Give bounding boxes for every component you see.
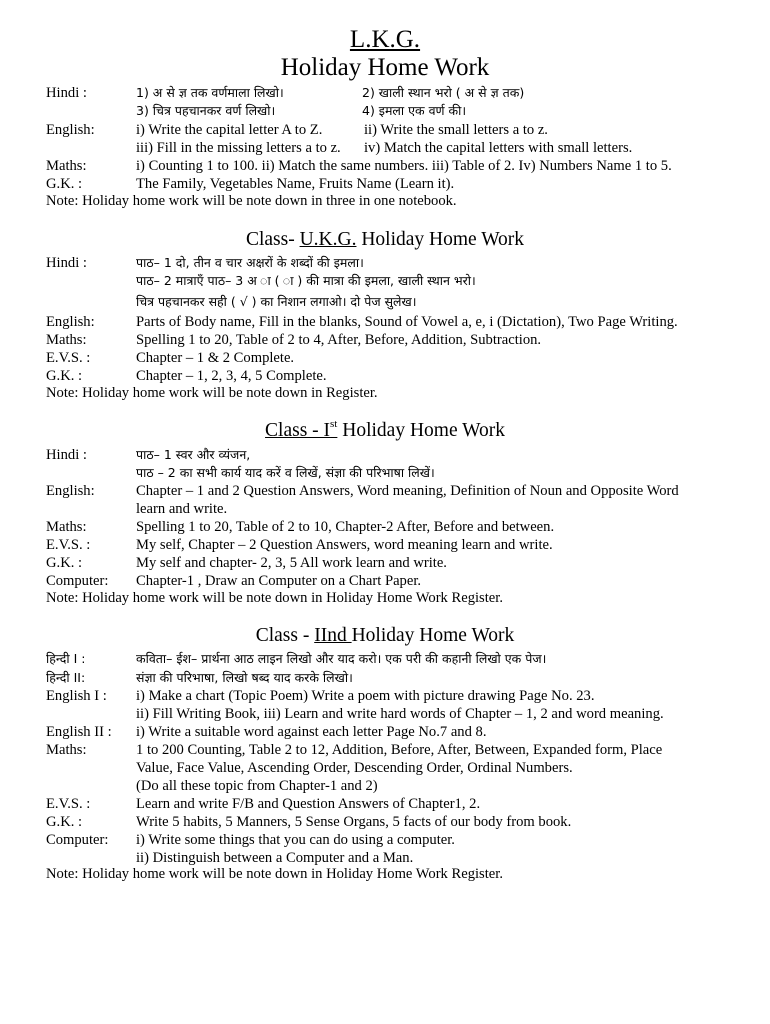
subject-label: हिन्दी II: [46, 670, 86, 685]
title-suffix: Holiday Home Work [351, 625, 515, 646]
subject-text: Parts of Body name, Fill in the blanks, Sound of Vowel a, e, i (Dictation), Two Page Writing. [136, 314, 678, 330]
subject-label: Hindi : [46, 255, 87, 271]
subject-label: G.K. : [46, 368, 83, 384]
title-superscript: st [330, 418, 338, 430]
hindi-item: पाठ– 1 दो, तीन व चार अक्षरों के शब्दों की इमला। [136, 255, 364, 270]
subject-label: E.V.S. : [46, 350, 91, 366]
hindi-item: चित्र पहचानकर सही ( √ ) का निशान लगाओ। दो पेज सुलेख। [136, 294, 417, 309]
subject-text: Spelling 1 to 20, Table of 2 to 10, Chapter-2 After, Before and between. [136, 519, 555, 535]
english-item: ii) Write the small letters a to z. [364, 122, 548, 138]
subject-text: i) Counting 1 to 100. ii) Match the same numbers. iii) Table of 2. Iv) Numbers Name 1 to 5. [136, 158, 672, 174]
ukg-title [0, 229, 770, 251]
subject-text: Chapter – 1 and 2 Question Answers, Word meaning, Definition of Noun and Opposite Word [136, 483, 679, 499]
title-suffix: Holiday Home Work [356, 229, 525, 250]
lkg-class-title: L.K.G. [349, 26, 421, 53]
class1-note: Note: Holiday home work will be note down in Holiday Home Work Register. [46, 590, 503, 606]
subject-text: (Do all these topic from Chapter-1 and 2) [136, 778, 378, 794]
ukg-note: Note: Holiday home work will be note down in Register. [46, 385, 378, 401]
subject-text: i) Make a chart (Topic Poem) Write a poem with picture drawing Page No. 23. [136, 688, 595, 704]
subject-label: English II : [46, 724, 112, 740]
class2-note: Note: Holiday home work will be note down in Holiday Home Work Register. [46, 866, 503, 882]
hindi-item: 1) अ से ज्ञ तक वर्णमाला लिखो। [136, 85, 284, 100]
lkg-heading: Holiday Home Work [280, 54, 490, 81]
subject-text: i) Write a suitable word against each letter Page No.7 and 8. [136, 724, 487, 740]
subject-text: ii) Distinguish between a Computer and a Man. [136, 850, 414, 866]
subject-label: Computer: [46, 832, 109, 848]
subject-text: Chapter – 1 & 2 Complete. [136, 350, 295, 366]
subject-text: Chapter-1 , Draw an Computer on a Chart Paper. [136, 573, 422, 589]
subject-label: G.K. : [46, 555, 83, 571]
subject-label: Maths: [46, 332, 87, 348]
subject-label: G.K. : [46, 176, 83, 192]
title-class: U.K.G. [299, 229, 357, 250]
hindi-item: 3) चित्र पहचानकर वर्ण लिखो। [136, 103, 276, 118]
subject-label: E.V.S. : [46, 796, 91, 812]
title-class: IInd [314, 625, 352, 646]
subject-label: E.V.S. : [46, 537, 91, 553]
subject-text: i) Write some things that you can do using a computer. [136, 832, 455, 848]
english-item: i) Write the capital letter A to Z. [136, 122, 323, 138]
title-prefix: Class - I [265, 420, 331, 441]
subject-label: Computer: [46, 573, 109, 589]
subject-label: Maths: [46, 742, 87, 758]
english-item: iv) Match the capital letters with small letters. [364, 140, 633, 156]
subject-text: Spelling 1 to 20, Table of 2 to 4, After, Before, Addition, Subtraction. [136, 332, 542, 348]
subject-text: ii) Fill Writing Book, iii) Learn and write hard words of Chapter – 1, 2 and word meaning. [136, 706, 664, 722]
title-prefix: Class - [255, 625, 315, 646]
subject-label: English: [46, 483, 95, 499]
subject-label: Maths: [46, 158, 87, 174]
subject-label: हिन्दी I : [46, 651, 86, 666]
subject-text: My self and chapter- 2, 3, 5 All work learn and write. [136, 555, 447, 571]
hindi-item: पाठ – 2 का सभी कार्य याद करें व लिखें, संज्ञा की परिभाषा लिखें। [136, 465, 435, 480]
hindi-item: पाठ– 2 मात्राएँ पाठ– 3 अ ा ( ा ) की मात्रा की इमला, खाली स्थान भरो। [136, 273, 476, 288]
title-suffix: Holiday Home Work [337, 420, 505, 441]
subject-text: Chapter – 1, 2, 3, 4, 5 Complete. [136, 368, 327, 384]
hindi-item: 2) खाली स्थान भरो ( अ से ज्ञ तक) [362, 85, 525, 100]
subject-text: 1 to 200 Counting, Table 2 to 12, Addition, Before, After, Between, Expanded form, Place [136, 742, 663, 758]
subject-text: Learn and write F/B and Question Answers of Chapter1, 2. [136, 796, 481, 812]
subject-label: Maths: [46, 519, 87, 535]
subject-text: My self, Chapter – 2 Question Answers, word meaning learn and write. [136, 537, 553, 553]
subject-text: Write 5 habits, 5 Manners, 5 Sense Organs, 5 facts of our body from book. [136, 814, 572, 830]
subject-label: English: [46, 314, 95, 330]
subject-text: The Family, Vegetables Name, Fruits Name (Learn it). [136, 176, 455, 192]
subject-label: Hindi : [46, 85, 87, 101]
subject-label: English I : [46, 688, 107, 704]
class2-title [0, 625, 770, 647]
lkg-note: Note: Holiday home work will be note down in three in one notebook. [46, 193, 457, 209]
hindi-item: 4) इमला एक वर्ण की। [362, 103, 467, 118]
hindi-item: पाठ– 1 स्वर और व्यंजन, [136, 447, 251, 462]
subject-label: G.K. : [46, 814, 83, 830]
class1-title [0, 420, 770, 442]
hindi-item: कविता– ईश– प्रार्थना आठ लाइन लिखो और याद करो। एक परी की कहानी लिखो एक पेज। [136, 651, 547, 666]
title-prefix: Class- [245, 229, 300, 250]
subject-label: English: [46, 122, 95, 138]
subject-text: learn and write. [136, 501, 228, 517]
hindi-item: संज्ञा की परिभाषा, लिखो षब्द याद करके लिखो। [136, 670, 353, 685]
subject-label: Hindi : [46, 447, 87, 463]
subject-text: Value, Face Value, Ascending Order, Descending Order, Ordinal Numbers. [136, 760, 573, 776]
english-item: iii) Fill in the missing letters a to z. [136, 140, 341, 156]
